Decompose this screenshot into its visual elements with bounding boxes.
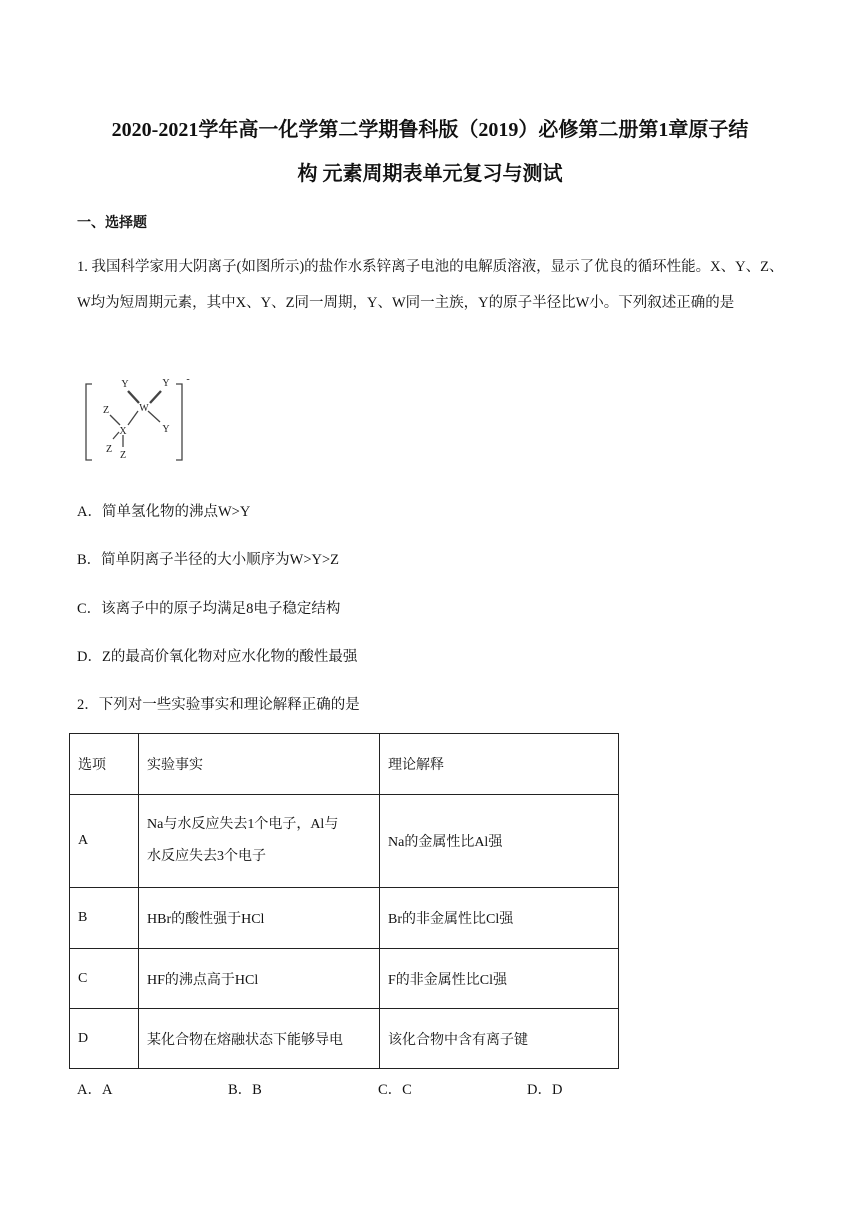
row-option: A	[70, 795, 139, 888]
atom-label-x: X	[119, 426, 127, 437]
q1-option-d: D．Z的最高价氧化物对应水化物的酸性最强	[77, 649, 358, 665]
q2-answer-b: B．B	[228, 1082, 262, 1098]
charge-label: -	[186, 374, 190, 385]
row-fact-line-1: Na与水反应失去1个电子，Al与	[147, 817, 339, 832]
question-2-table	[69, 733, 619, 1069]
row-fact	[139, 795, 380, 888]
row-explanation: Br的非金属性比Cl强	[380, 888, 619, 949]
header-option: 选项	[70, 734, 139, 795]
row-option: D	[70, 1009, 139, 1069]
row-fact: HF的沸点高于HCl	[139, 949, 380, 1009]
q2-answer-c: C．C	[378, 1082, 412, 1098]
row-fact: HBr的酸性强于HCl	[139, 888, 380, 949]
row-option: B	[70, 888, 139, 949]
atom-label-z1: Z	[102, 405, 110, 416]
table-row	[70, 949, 619, 1009]
q1-option-c: C．该离子中的原子均满足8电子稳定结构	[77, 601, 341, 617]
atom-label-w: W	[139, 403, 149, 414]
q2-answer-d: D．D	[527, 1082, 563, 1098]
atom-label-z3: Z	[119, 450, 127, 461]
question-2-stem: 2．下列对一些实验事实和理论解释正确的是	[77, 697, 360, 713]
row-explanation: F的非金属性比Cl强	[380, 949, 619, 1009]
table-row	[70, 888, 619, 949]
anion-structure-diagram	[82, 370, 202, 470]
title-line-2: 构 元素周期表单元复习与测试	[297, 163, 563, 185]
row-fact-line-2: 水反应失去3个电子	[147, 849, 266, 864]
q2-answer-a: A．A	[77, 1082, 113, 1098]
table-row	[70, 1009, 619, 1069]
header-explanation: 理论解释	[380, 734, 619, 795]
atom-label-z2: Z	[105, 444, 113, 455]
atom-label-y1: Y	[121, 379, 129, 390]
table-row	[70, 795, 619, 888]
q1-option-b: B．简单阴离子半径的大小顺序为W>Y>Z	[77, 552, 340, 568]
table-header-row	[70, 734, 619, 795]
atom-label-y2: Y	[162, 378, 170, 389]
row-option: C	[70, 949, 139, 1009]
document-title	[60, 108, 800, 196]
header-fact: 实验事实	[139, 734, 380, 795]
section-heading: 一、选择题	[77, 216, 147, 231]
title-line-1: 2020-2021学年高一化学第二学期鲁科版（2019）必修第二册第1章原子结	[111, 119, 749, 141]
row-explanation: Na的金属性比Al强	[380, 795, 619, 888]
q1-option-a: A．简单氢化物的沸点W>Y	[77, 504, 251, 520]
row-fact: 某化合物在熔融状态下能够导电	[139, 1009, 380, 1069]
question-1-stem: 1. 我国科学家用大阴离子(如图所示)的盐作水系锌离子电池的电解质溶液，显示了优良的循环性能。X、Y、Z、W均为短周期元素，其中X、Y、Z同一周期，Y、W同一主族，Y的原子半径比W小。下列叙述正确的是	[77, 259, 784, 311]
row-explanation: 该化合物中含有离子键	[380, 1009, 619, 1069]
atom-label-y3: Y	[162, 424, 170, 435]
